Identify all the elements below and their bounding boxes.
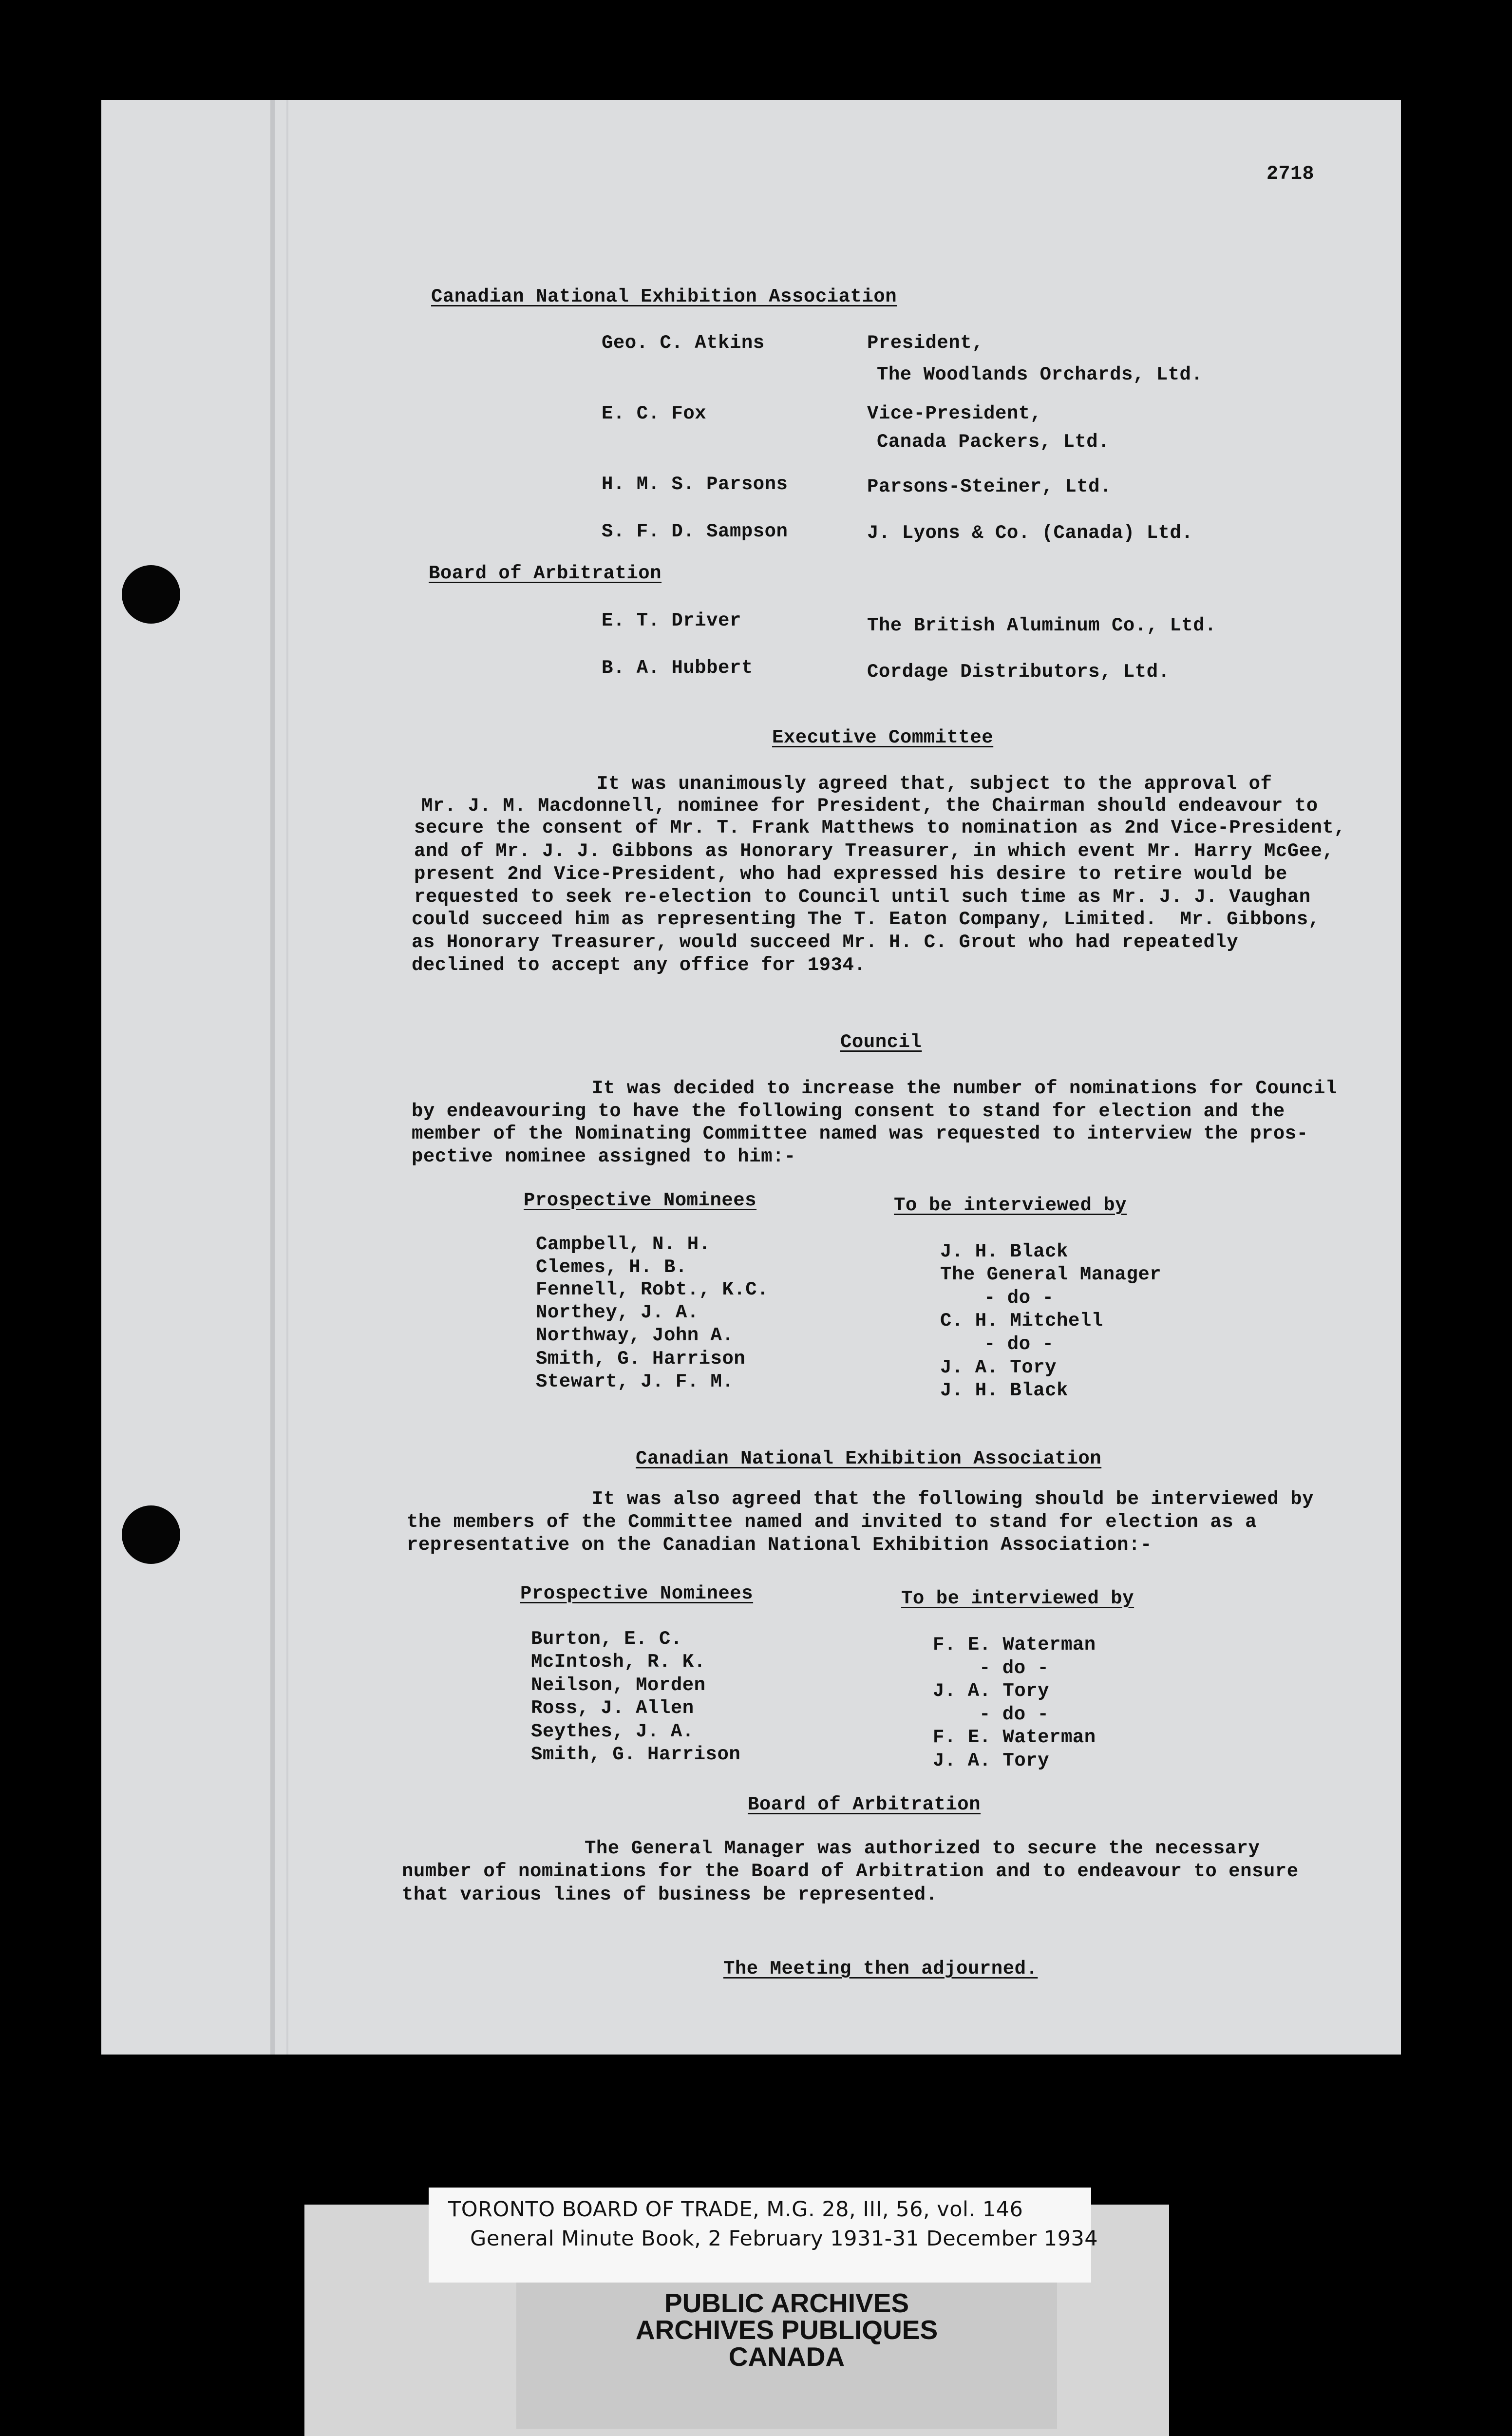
cnea-member-name: S. F. D. Sampson xyxy=(602,521,788,542)
council-interviewer: J. H. Black xyxy=(940,1380,1068,1401)
document-page xyxy=(101,100,1401,2055)
binding-margin-line xyxy=(270,100,275,2055)
exec-line: It was unanimously agreed that, subject to the approval of xyxy=(597,773,1272,795)
exec-line: and of Mr. J. J. Gibbons as Honorary Treasurer, in which event Mr. Harry McGee, xyxy=(414,840,1334,862)
council-interviewer: J. A. Tory xyxy=(940,1357,1057,1378)
archive-stamp-line3: CANADA xyxy=(728,2341,845,2372)
exec-line: could succeed him as representing The T. Eaton Company, Limited. Mr. Gibbons, xyxy=(412,909,1320,930)
council-line: It was decided to increase the number of nominations for Council xyxy=(592,1078,1337,1099)
boa-member-name: E. T. Driver xyxy=(602,610,741,631)
council-interviewer: - do - xyxy=(984,1333,1054,1355)
cnea2-interviewer: - do - xyxy=(979,1657,1049,1679)
cnea2-interviewer: J. A. Tory xyxy=(933,1750,1050,1771)
council-nominee: Clemes, H. B. xyxy=(536,1256,687,1278)
exec-line: secure the consent of Mr. T. Frank Matthews to nomination as 2nd Vice-President, xyxy=(414,817,1346,838)
cnea-member-org: Canada Packers, Ltd. xyxy=(877,431,1110,453)
boa2-heading: Board of Arbitration xyxy=(748,1794,981,1815)
boa2-line: The General Manager was authorized to secure the necessary xyxy=(585,1838,1260,1859)
cnea2-nominee: Ross, J. Allen xyxy=(531,1697,694,1719)
cnea2-nominee: McIntosh, R. K. xyxy=(531,1651,706,1673)
council-interviewer: C. H. Mitchell xyxy=(940,1310,1103,1332)
exec-line: as Honorary Treasurer, would succeed Mr. H. C. Grout who had repeatedly xyxy=(412,932,1239,953)
cnea2-nominee: Seythes, J. A. xyxy=(531,1721,694,1742)
cnea-member-title: President, xyxy=(867,332,984,354)
archive-stamp-line1: PUBLIC ARCHIVES xyxy=(664,2288,909,2318)
cnea-member-org: J. Lyons & Co. (Canada) Ltd. xyxy=(867,522,1193,544)
council-nominee: Stewart, J. F. M. xyxy=(536,1371,734,1392)
cnea2-heading: Canadian National Exhibition Association xyxy=(636,1448,1102,1469)
cnea2-interviewer: - do - xyxy=(979,1704,1049,1725)
cnea2-line: It was also agreed that the following should be interviewed by xyxy=(592,1488,1314,1510)
archive-reference-line2: General Minute Book, 2 February 1931-31 December 1934 xyxy=(470,2227,1098,2251)
cnea-member-name: H. M. S. Parsons xyxy=(602,474,788,495)
council-heading: Council xyxy=(840,1031,922,1053)
cnea2-nominee: Burton, E. C. xyxy=(531,1628,682,1650)
cnea-member-name: E. C. Fox xyxy=(602,403,707,424)
council-interviewer: J. H. Black xyxy=(940,1241,1068,1262)
cnea2-interviewer: F. E. Waterman xyxy=(933,1727,1096,1748)
cnea2-line: the members of the Committee named and invited to stand for election as a xyxy=(407,1511,1257,1533)
council-nominee: Fennell, Robt., K.C. xyxy=(536,1279,769,1300)
council-interviewer: The General Manager xyxy=(940,1264,1162,1285)
cnea2-nominee: Neilson, Morden xyxy=(531,1675,706,1696)
archive-reference-line1: TORONTO BOARD OF TRADE, M.G. 28, III, 56, vol. 146 xyxy=(448,2197,1023,2222)
cnea-member-org: The Woodlands Orchards, Ltd. xyxy=(877,364,1203,385)
boa-member-org: The British Aluminum Co., Ltd. xyxy=(867,615,1217,636)
exec-heading: Executive Committee xyxy=(772,727,994,748)
punch-hole-lower xyxy=(122,1505,180,1564)
cnea2-interviewer: F. E. Waterman xyxy=(933,1634,1096,1656)
boa2-line: that various lines of business be represented. xyxy=(402,1884,938,1905)
punch-hole-upper xyxy=(122,565,180,624)
cnea-member-name: Geo. C. Atkins xyxy=(602,332,765,354)
cnea2-line: representative on the Canadian National Exhibition Association:- xyxy=(407,1534,1152,1556)
boa-member-org: Cordage Distributors, Ltd. xyxy=(867,661,1170,683)
archive-stamp-line2: ARCHIVES PUBLIQUES xyxy=(635,2315,938,2345)
cnea2-interviewer: J. A. Tory xyxy=(933,1680,1050,1702)
council-line: pective nominee assigned to him:- xyxy=(412,1146,796,1167)
boa2-line: number of nominations for the Board of Arbitration and to endeavour to ensure xyxy=(402,1861,1299,1882)
exec-line: declined to accept any office for 1934. xyxy=(412,954,866,976)
council-line: by endeavouring to have the following consent to stand for election and the xyxy=(412,1101,1285,1122)
boa-member-name: B. A. Hubbert xyxy=(602,657,753,679)
binding-margin-line-inner xyxy=(286,100,288,2055)
council-nominee: Campbell, N. H. xyxy=(536,1234,711,1255)
council-line: member of the Nominating Committee named was requested to interview the pros- xyxy=(412,1123,1308,1144)
closing-line: The Meeting then adjourned. xyxy=(723,1958,1038,1979)
council-interviewer: - do - xyxy=(984,1287,1054,1309)
exec-line: requested to seek re-election to Council until such time as Mr. J. J. Vaughan xyxy=(414,886,1311,908)
council-col-header-interviewer: To be interviewed by xyxy=(894,1195,1127,1216)
exec-line: Mr. J. M. Macdonnell, nominee for President, the Chairman should endeavour to xyxy=(421,795,1318,817)
council-nominee: Northway, John A. xyxy=(536,1325,734,1346)
cnea-heading: Canadian National Exhibition Association xyxy=(431,286,897,307)
boa-heading: Board of Arbitration xyxy=(429,563,662,584)
cnea-member-org: Parsons-Steiner, Ltd. xyxy=(867,476,1112,497)
council-nominee: Smith, G. Harrison xyxy=(536,1348,746,1370)
cnea2-col-header-nominees: Prospective Nominees xyxy=(520,1583,754,1604)
cnea2-col-header-interviewer: To be interviewed by xyxy=(901,1588,1134,1609)
page-number: 2718 xyxy=(1266,163,1315,185)
cnea-member-title: Vice-President, xyxy=(867,403,1042,424)
council-col-header-nominees: Prospective Nominees xyxy=(524,1190,757,1211)
cnea2-nominee: Smith, G. Harrison xyxy=(531,1744,741,1765)
exec-line: present 2nd Vice-President, who had expressed his desire to retire would be xyxy=(414,863,1287,885)
council-nominee: Northey, J. A. xyxy=(536,1302,699,1323)
